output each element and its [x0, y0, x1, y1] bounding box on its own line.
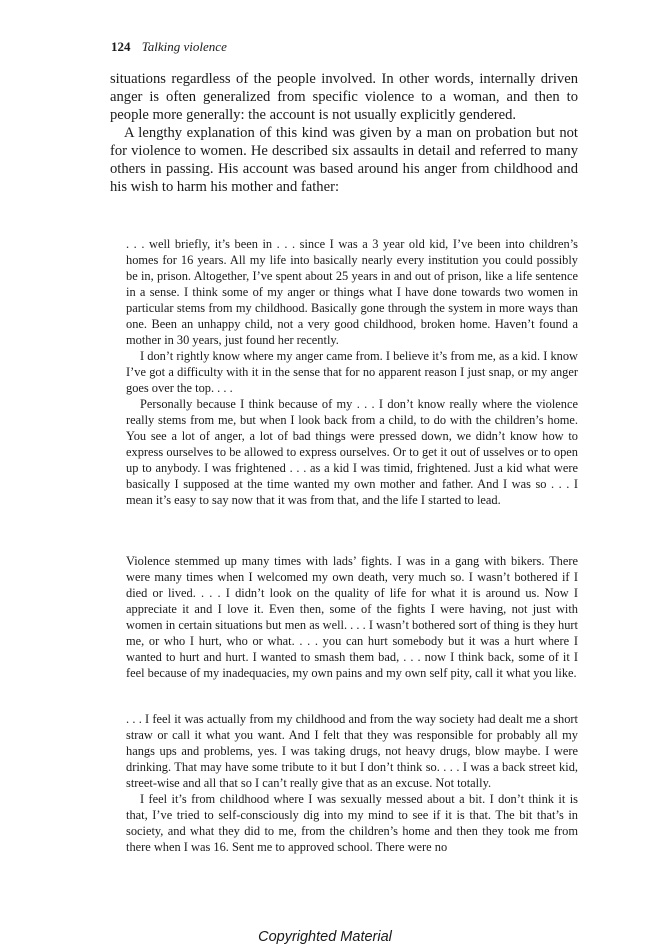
quote-paragraph: I feel it’s from childhood where I was sexually messed about a bit. I don’t think it is that, I’ve tried to self-consciously dig into my mind to see if it is that. The bit that’s in society, and what they did to me, from the children’s home and then they took me from there when I was 16. Sent me to approved school. There were no [126, 792, 578, 854]
quote-paragraph: . . . I feel it was actually from my childhood and from the way society had dealt me a short straw or call it what you want. And I felt that they was responsible for probably all my hangs ups and problems, yes. I was taking drugs, not heavy drugs, blow maybe. I were drinking. That may have some tribute to it but I don’t think so. . . . I was a back street kid, street-wise and all that so I can’t really give that as an excuse. Not totally. [126, 712, 578, 790]
body-text [110, 70, 578, 196]
quote-paragraph: Violence stemmed up many times with lads’ fights. I was in a gang with bikers. There were many times when I welcomed my own death, very much so. I wasn’t bothered if I died or lived. . . . I didn’t look on the quality of life for what it is around us. Now I appreciate it and I love it. Even then, some of the fights I were having, not just with women in certain situations but men as well. . . . I wasn’t bothered sort of thing is they hurt me, or who I hurt, who or what. . . . you can hurt somebody but it was a hurt where I wanted to hurt and hurt. I wanted to smash them bad, . . . now I think back, some of it I feel because of my inadequacies, my own pains and my own self pity, call it what you like. [126, 554, 578, 680]
quote-paragraph: I don’t rightly know where my anger came from. I believe it’s from me, as a kid. I know I’ve got a difficulty with it in the sense that for no apparent reason I just snap, or my anger goes over the top. . . . [126, 349, 578, 395]
running-title: Talking violence [141, 39, 227, 54]
block-quote [126, 236, 578, 508]
page-number: 124 [111, 39, 131, 54]
copyright-footer: Copyrighted Material [258, 929, 392, 945]
block-quote [126, 711, 578, 855]
quote-paragraph: . . . well briefly, it’s been in . . . since I was a 3 year old kid, I’ve been into children’s homes for 16 years. All my life into basically nearly every institution you could possibly be in, prison. Altogether, I’ve spent about 25 years in and out of prison, like a life sentence in a sense. I think some of my anger or things what I have done towards two women in particular stems from my childhood. Basically gone through the system in more ways than one. Been an unhappy child, not a very good childhood, broken home. Haven’t found a mother in 30 years, just found her recently. [126, 237, 578, 347]
paragraph: A lengthy explanation of this kind was given by a man on probation but not for violence to women. He described six assaults in detail and referred to many others in passing. His account was based around his anger from childhood and his wish to harm his mother and father: [110, 125, 578, 195]
paragraph: situations regardless of the people involved. In other words, internally driven anger is often generalized from specific violence to a woman, and then to people more generally: the account is not usually explicitly gendered. [110, 71, 578, 123]
block-quote [126, 553, 578, 681]
quote-paragraph: Personally because I think because of my . . . I don’t know really where the violence really stems from me, but when I look back from a child, to do with the children’s home. You see a lot of anger, a lot of bad things were pressed down, we didn’t know how to express ourselves to be allowed to express ourselves. Or to get it out of usselves or to open up to anybody. I was frightened . . . as a kid I was timid, frightened. Just a kid what were basically I supposed at the time wanted my own mother and father. And I was so . . . I mean it’s easy to say now that it was from that, and the life I started to lead. [126, 397, 578, 507]
running-header [111, 38, 227, 56]
